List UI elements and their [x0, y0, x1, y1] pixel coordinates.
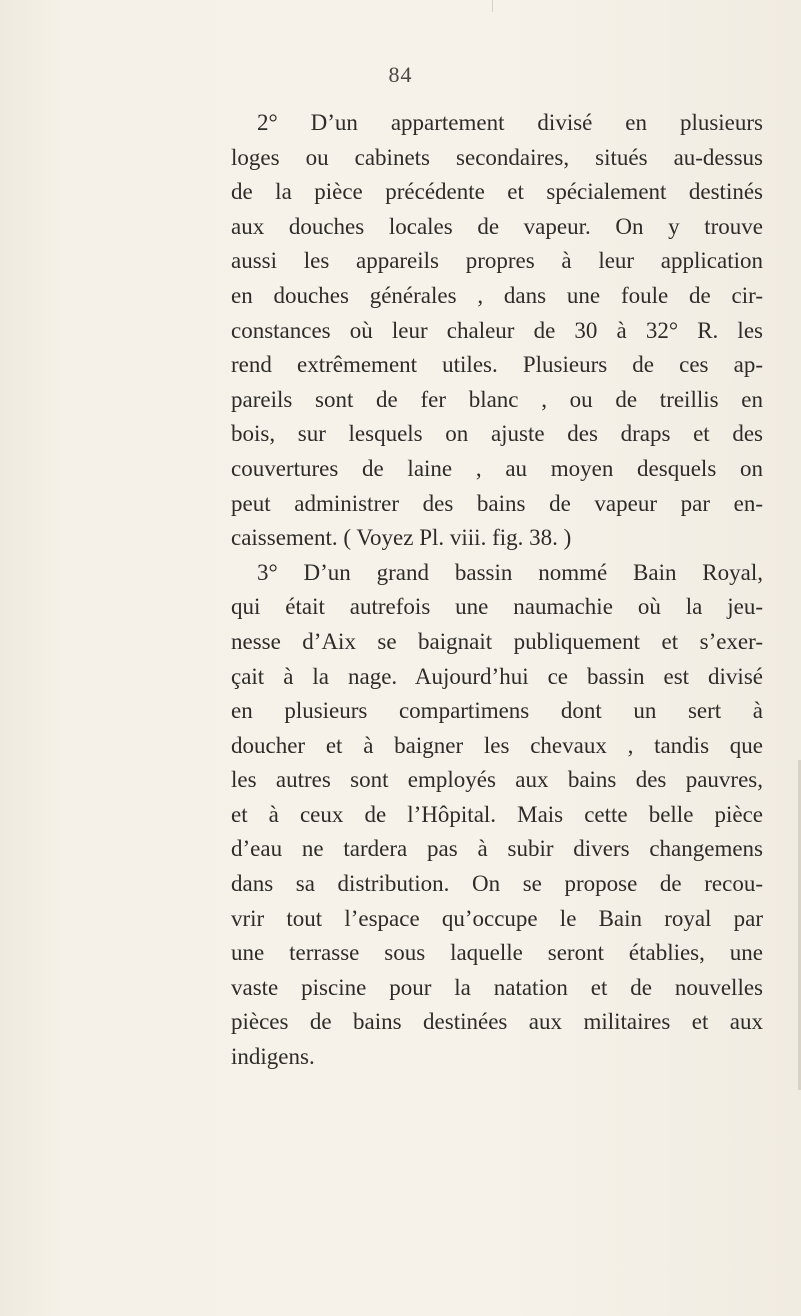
text-line: indigens. — [231, 1044, 315, 1070]
text-line: qui était autrefois une naumachie où la jeu- — [231, 594, 763, 620]
text-line: dans sa distribution. On se propose de recou- — [231, 871, 763, 897]
text-line: aussi les appareils propres à leur application — [231, 248, 763, 274]
text-line: en douches générales , dans une foule de cir- — [231, 282, 763, 308]
text-line: d’eau ne tardera pas à subir divers changemens — [231, 836, 763, 862]
paragraph-2 — [231, 106, 763, 556]
text-line: doucher et à baigner les chevaux , tandis que — [231, 732, 763, 758]
text-line: peut administrer des bains de vapeur par en- — [231, 490, 763, 516]
text-line: les autres sont employés aux bains des pauvres, — [231, 767, 763, 793]
text-line: constances où leur chaleur de 30 à 32° R. les — [231, 317, 763, 343]
text-line: rend extrêmement utiles. Plusieurs de ces ap- — [231, 352, 763, 378]
page-number: 84 — [388, 62, 413, 87]
text-line: loges ou cabinets secondaires, situés au-dessus — [231, 144, 763, 170]
text-line: une terrasse sous laquelle seront établies, une — [231, 940, 763, 966]
text-line: caissement. ( Voyez Pl. viii. fig. 38. ) — [231, 525, 572, 551]
text-line: pareils sont de fer blanc , ou de treillis en — [231, 386, 763, 412]
text-line: 3° D’un grand bassin nommé Bain Royal, — [257, 559, 763, 585]
text-line: vaste piscine pour la natation et de nouvelles — [231, 974, 763, 1000]
text-line: vrir tout l’espace qu’occupe le Bain royal par — [231, 905, 763, 931]
paragraph-3 — [231, 556, 763, 1075]
text-line: çait à la nage. Aujourd’hui ce bassin est divisé — [231, 663, 763, 689]
text-line: bois, sur lesquels on ajuste des draps et des — [231, 421, 763, 447]
page-edge-mark — [492, 0, 493, 12]
text-line: pièces de bains destinées aux militaires et aux — [231, 1009, 763, 1035]
text-line: 2° D’un appartement divisé en plusieurs — [257, 110, 763, 135]
text-line: aux douches locales de vapeur. On y trouve — [231, 213, 763, 239]
text-line: de la pièce précédente et spécialement destinés — [231, 179, 763, 205]
body-text — [231, 106, 763, 1075]
text-line: en plusieurs compartimens dont un sert à — [231, 698, 763, 724]
text-line: et à ceux de l’Hôpital. Mais cette belle pièce — [231, 801, 763, 827]
text-line: nesse d’Aix se baignait publiquement et s’exer- — [231, 628, 763, 654]
text-line: couvertures de laine , au moyen desquels on — [231, 455, 763, 481]
